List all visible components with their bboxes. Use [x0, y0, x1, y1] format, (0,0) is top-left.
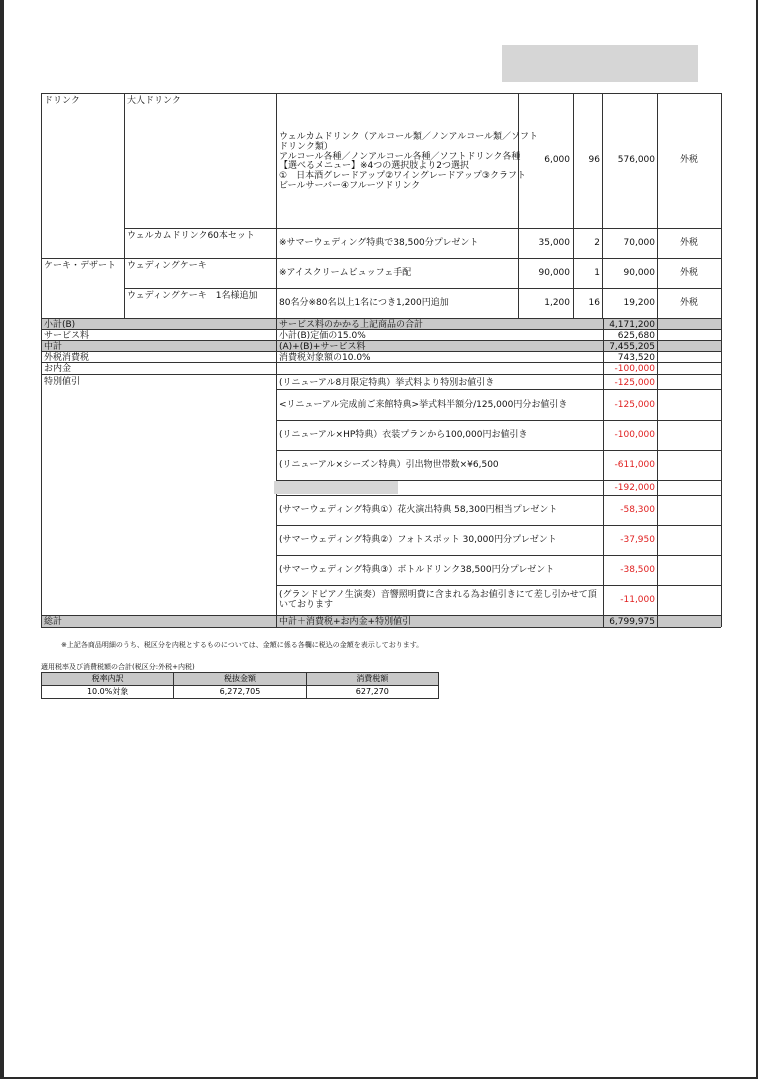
cake-add-qty: 16 [588, 298, 600, 308]
total-value: 6,799,975 [609, 617, 655, 627]
welcome-set-qty: 2 [594, 238, 600, 248]
discount-value: -125,000 [614, 378, 655, 388]
welcome-set-desc: ※サマーウェディング特典で38,500分プレゼント [279, 238, 479, 248]
discount-desc: (リニューアル8月限定特典）挙式料より特別お値引き [279, 378, 495, 388]
tax-summary-value: 6,272,705 [174, 686, 306, 698]
tax-summary-header: 税抜金額 [174, 673, 306, 685]
adult-drink-qty: 96 [588, 155, 600, 165]
welcome-set-price: 35,000 [538, 238, 570, 248]
adult-drink-price: 6,000 [544, 155, 570, 165]
tax-summary-value-row [42, 686, 438, 698]
cake-add-total: 19,200 [623, 298, 655, 308]
cake-add-tax: 外税 [680, 298, 699, 308]
wedding-cake-price: 90,000 [538, 268, 570, 278]
discount-value: -38,500 [620, 565, 655, 575]
discount-desc: (サマーウェディング特典②）フォトスポット 30,000円分プレゼント [279, 535, 557, 545]
discount-desc: (リニューアル×シーズン特典）引出物世帯数×¥6,500 [279, 460, 499, 470]
tax-summary-header-row [42, 673, 438, 686]
discount-desc: (リニューアル×HP特典）衣装プランから100,000円お値引き [279, 430, 528, 440]
tax-summary-header: 税率内訳 [42, 673, 174, 685]
item-wedding-cake: ウェディングケーキ [127, 261, 207, 271]
tax-desc: 消費税対象額の10.0% [279, 353, 371, 363]
midtotal-label: 中計 [44, 342, 63, 352]
discount-desc: (サマーウェディング特典③）ボトルドリンク38,500円分プレゼント [279, 565, 555, 575]
service-label: サービス料 [44, 331, 90, 341]
welcome-set-tax: 外税 [680, 238, 699, 248]
adult-drink-total: 576,000 [617, 155, 655, 165]
tax-summary-value: 627,270 [355, 687, 389, 696]
adult-drink-desc-2: ドリンク類） [279, 142, 333, 152]
wedding-cake-tax: 外税 [680, 268, 699, 278]
deposit-value: -100,000 [614, 364, 655, 374]
tax-value: 743,520 [617, 353, 655, 363]
adult-drink-desc-6: ビールサーバー④フルーツドリンク [279, 181, 421, 191]
item-cake-add: ウェディングケーキ 1名様追加 [127, 291, 258, 301]
footnote: ※上記各商品明細のうち、税区分を内税とするものについては、金額に係る各欄に税込の金額を表示しております。 [61, 641, 424, 649]
discount-value: -58,300 [620, 505, 655, 515]
adult-drink-desc-4: 【選べるメニュー】※4つの選択肢より2つ選択 [279, 161, 469, 171]
welcome-set-total: 70,000 [623, 238, 655, 248]
discount-desc: <リニューアル完成前ご来館特典>挙式料半額分/125,000円分お値引き [279, 400, 568, 410]
document-page [4, 0, 756, 1077]
discount-desc: (サマーウェディング特典①）花火演出特典 58,300円相当プレゼント [279, 505, 558, 515]
subtotal-label: 小計(B) [44, 320, 76, 330]
service-value: 625,680 [617, 331, 655, 341]
wedding-cake-qty: 1 [594, 268, 600, 278]
subtotal-value: 4,171,200 [609, 320, 655, 330]
adult-drink-desc-3: アルコール各種／ノンアルコール各種／ソフトドリンク各種 [279, 152, 521, 162]
discount-value: -11,000 [620, 595, 655, 605]
item-welcome-set: ウェルカムドリンク60本セット [127, 231, 255, 241]
tax-summary-caption: 適用税率及び消費税額の合計(税区分:外税+内税) [41, 663, 195, 671]
adult-drink-desc-5: ① 日本酒グレードアップ②ワイングレードアップ③クラフト [279, 171, 526, 181]
deposit-label: お内金 [44, 364, 72, 374]
cake-add-desc: 80名分※80名以上1名につき1,200円追加 [279, 298, 449, 308]
category-drink: ドリンク [44, 96, 80, 106]
tax-summary-value: 10.0%対象 [42, 686, 174, 698]
wedding-cake-desc: ※アイスクリームビュッフェ手配 [279, 268, 412, 278]
cake-add-price: 1,200 [544, 298, 570, 308]
adult-drink-desc-1: ウェルカムドリンク（アルコール類／ノンアルコール類／ソフト [279, 132, 539, 142]
midtotal-desc: (A)+(B)+サービス料 [279, 342, 366, 352]
discount-value: -37,950 [620, 535, 655, 545]
redacted-header-box [502, 45, 698, 82]
discount-label: 特別値引 [44, 377, 81, 387]
discount-desc: (グランドピアノ生演奏）音響照明費に含まれる為お値引きにて差し引かせて頂 [279, 590, 597, 600]
wedding-cake-total: 90,000 [623, 268, 655, 278]
adult-drink-tax: 外税 [680, 155, 699, 165]
tax-label: 外税消費税 [44, 353, 90, 363]
category-cake: ケーキ・デザート [44, 261, 117, 271]
total-label: 総計 [44, 617, 63, 627]
service-desc: 小計(B)定価の15.0% [279, 331, 366, 341]
tax-summary-header: 消費税額 [356, 674, 389, 683]
total-desc: 中計＋消費税+お内金+特別値引 [279, 617, 412, 627]
discount-value: -125,000 [614, 400, 655, 410]
discount-value: -611,000 [614, 460, 655, 470]
discount-desc-cont: いております [279, 600, 334, 610]
discount-value: -100,000 [614, 430, 655, 440]
redacted-discount-desc [274, 481, 398, 494]
midtotal-value: 7,455,205 [609, 342, 655, 352]
item-adult-drink: 大人ドリンク [127, 96, 181, 106]
subtotal-desc: サービス料のかかる上記商品の合計 [279, 320, 424, 330]
tax-summary-table [41, 672, 439, 699]
discount-value: -192,000 [614, 483, 655, 493]
